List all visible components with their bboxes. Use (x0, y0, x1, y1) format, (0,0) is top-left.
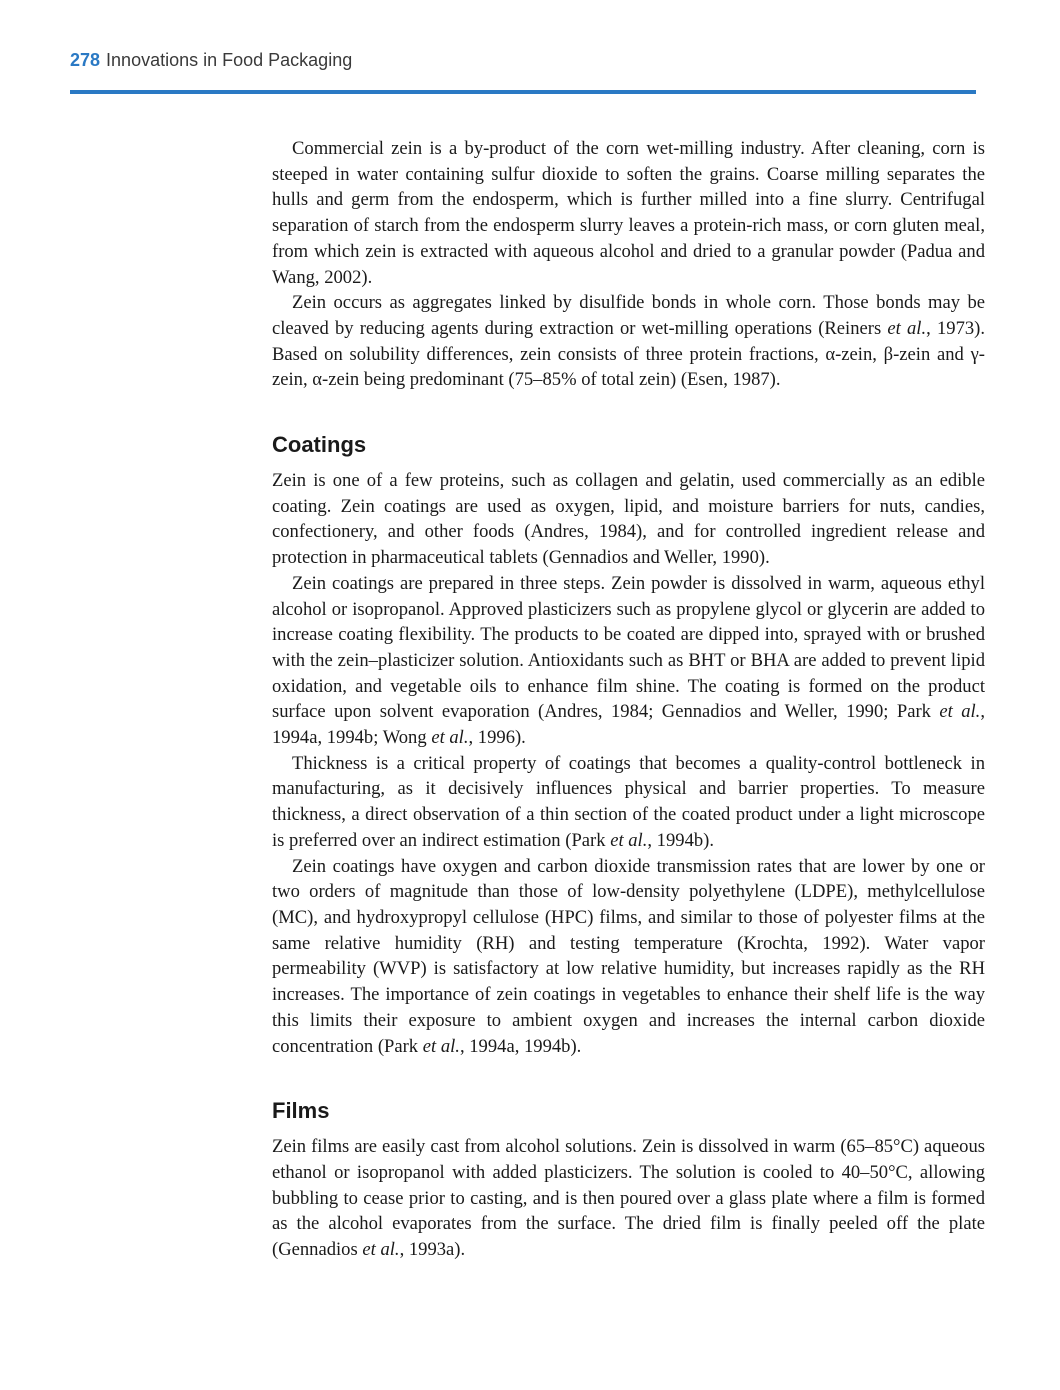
films-paragraph-1: Zein films are easily cast from alcohol solutions. Zein is dissolved in warm (65–85°C) aqueous ethanol or isopropanol with added plasticizers. The solution is cooled to 40–50°C, allowing bubbling to cease prior to casting, and is then poured over a glass plate where a film is formed as the alcohol evaporates from the surface. The dried film is finally peeled off the plate (Gennadios et al., 1993a). (272, 1136, 985, 1261)
running-header (70, 48, 352, 72)
intro-paragraph-2: Zein occurs as aggregates linked by disulfide bonds in whole corn. Those bonds may be cleaved by reducing agents during extraction or wet-milling operations (Reiners et al., 1973). Based on solubility differences, zein consists of three protein fractions, α-zein, β-zein and γ-zein, α-zein being predominant (75–85% of total zein) (Esen, 1987). (272, 292, 986, 391)
page-body (272, 136, 985, 1263)
section-heading-coatings: Coatings (272, 432, 367, 458)
et-al: et al. (939, 701, 981, 723)
section-heading-films: Films (272, 1098, 330, 1124)
running-title: Innovations in Food Packaging (106, 50, 353, 70)
intro-paragraph-1: Commercial zein is a by-product of the corn wet-milling industry. After cleaning, corn is steeped in water containing sulfur dioxide to soften the grains. Coarse milling separates the hulls and germ from the endosperm, which is further milled into a fine slurry. Centrifugal separation of starch from the endosperm slurry leaves a protein-rich mass, or corn gluten meal, from which zein is extracted with aqueous alcohol and dried to a granular powder (Padua and Wang, 2002). (272, 138, 985, 288)
coatings-paragraph-4: Zein coatings have oxygen and carbon dioxide transmission rates that are lower by one or two orders of magnitude than those of low-density polyethylene (LDPE), methylcellulose (MC), and hydroxypropyl cellulose (HPC) films, and similar to those of polyester films at the same relative humidity (RH) and testing temperature (Krochta, 1992). Water vapor permeability (WVP) is satisfactory at low relative humidity, but increases rapidly as the RH increases. The importance of zein coatings in vegetables to enhance their shelf life is the way this limits their exposure to ambient oxygen and increases the internal carbon dioxide concentration (Park et al., 1994a, 1994b). (272, 855, 985, 1057)
et-al: et al. (610, 829, 648, 851)
coatings-paragraph-2: Zein coatings are prepared in three steps. Zein powder is dissolved in warm, aqueous ethyl alcohol or isopropanol. Approved plasticizers such as propylene glycol or glycerin are added to increase coating flexibility. The products to be coated are dipped into, sprayed with or brushed with the zein–plasticizer solution. Antioxidants such as BHT or BHA are added to prevent lipid oxidation, and vegetable oils to enhance film shine. The coating is formed on the product surface upon solvent evaporation (Andres, 1984; Gennadios and Weller, 1990; Park et al., 1994a, 1994b; Wong et al., 1996). (272, 572, 985, 749)
coatings-paragraph-1: Zein is one of a few proteins, such as collagen and gelatin, used commercially as an edible coating. Zein coatings are used as oxygen, lipid, and moisture barriers for nuts, candies, confectionery, and other foods (Andres, 1984), and for controlled ingredient release and protection in pharmaceutical tablets (Gennadios and Weller, 1990). (272, 470, 985, 569)
et-al: et al. (887, 317, 927, 339)
page-number: 278 (70, 50, 101, 70)
coatings-paragraph-3: Thickness is a critical property of coatings that becomes a quality-control bottleneck in manufacturing, as it decisively influences physical and barrier properties. To measure thickness, a direct observation of a thin section of the coated product under a light microscope is preferred over an indirect estimation (Park et al., 1994b). (272, 752, 985, 851)
et-al: et al. (422, 1035, 460, 1057)
et-al: et al. (431, 727, 469, 749)
et-al: et al. (362, 1239, 400, 1261)
header-rule (70, 90, 976, 94)
